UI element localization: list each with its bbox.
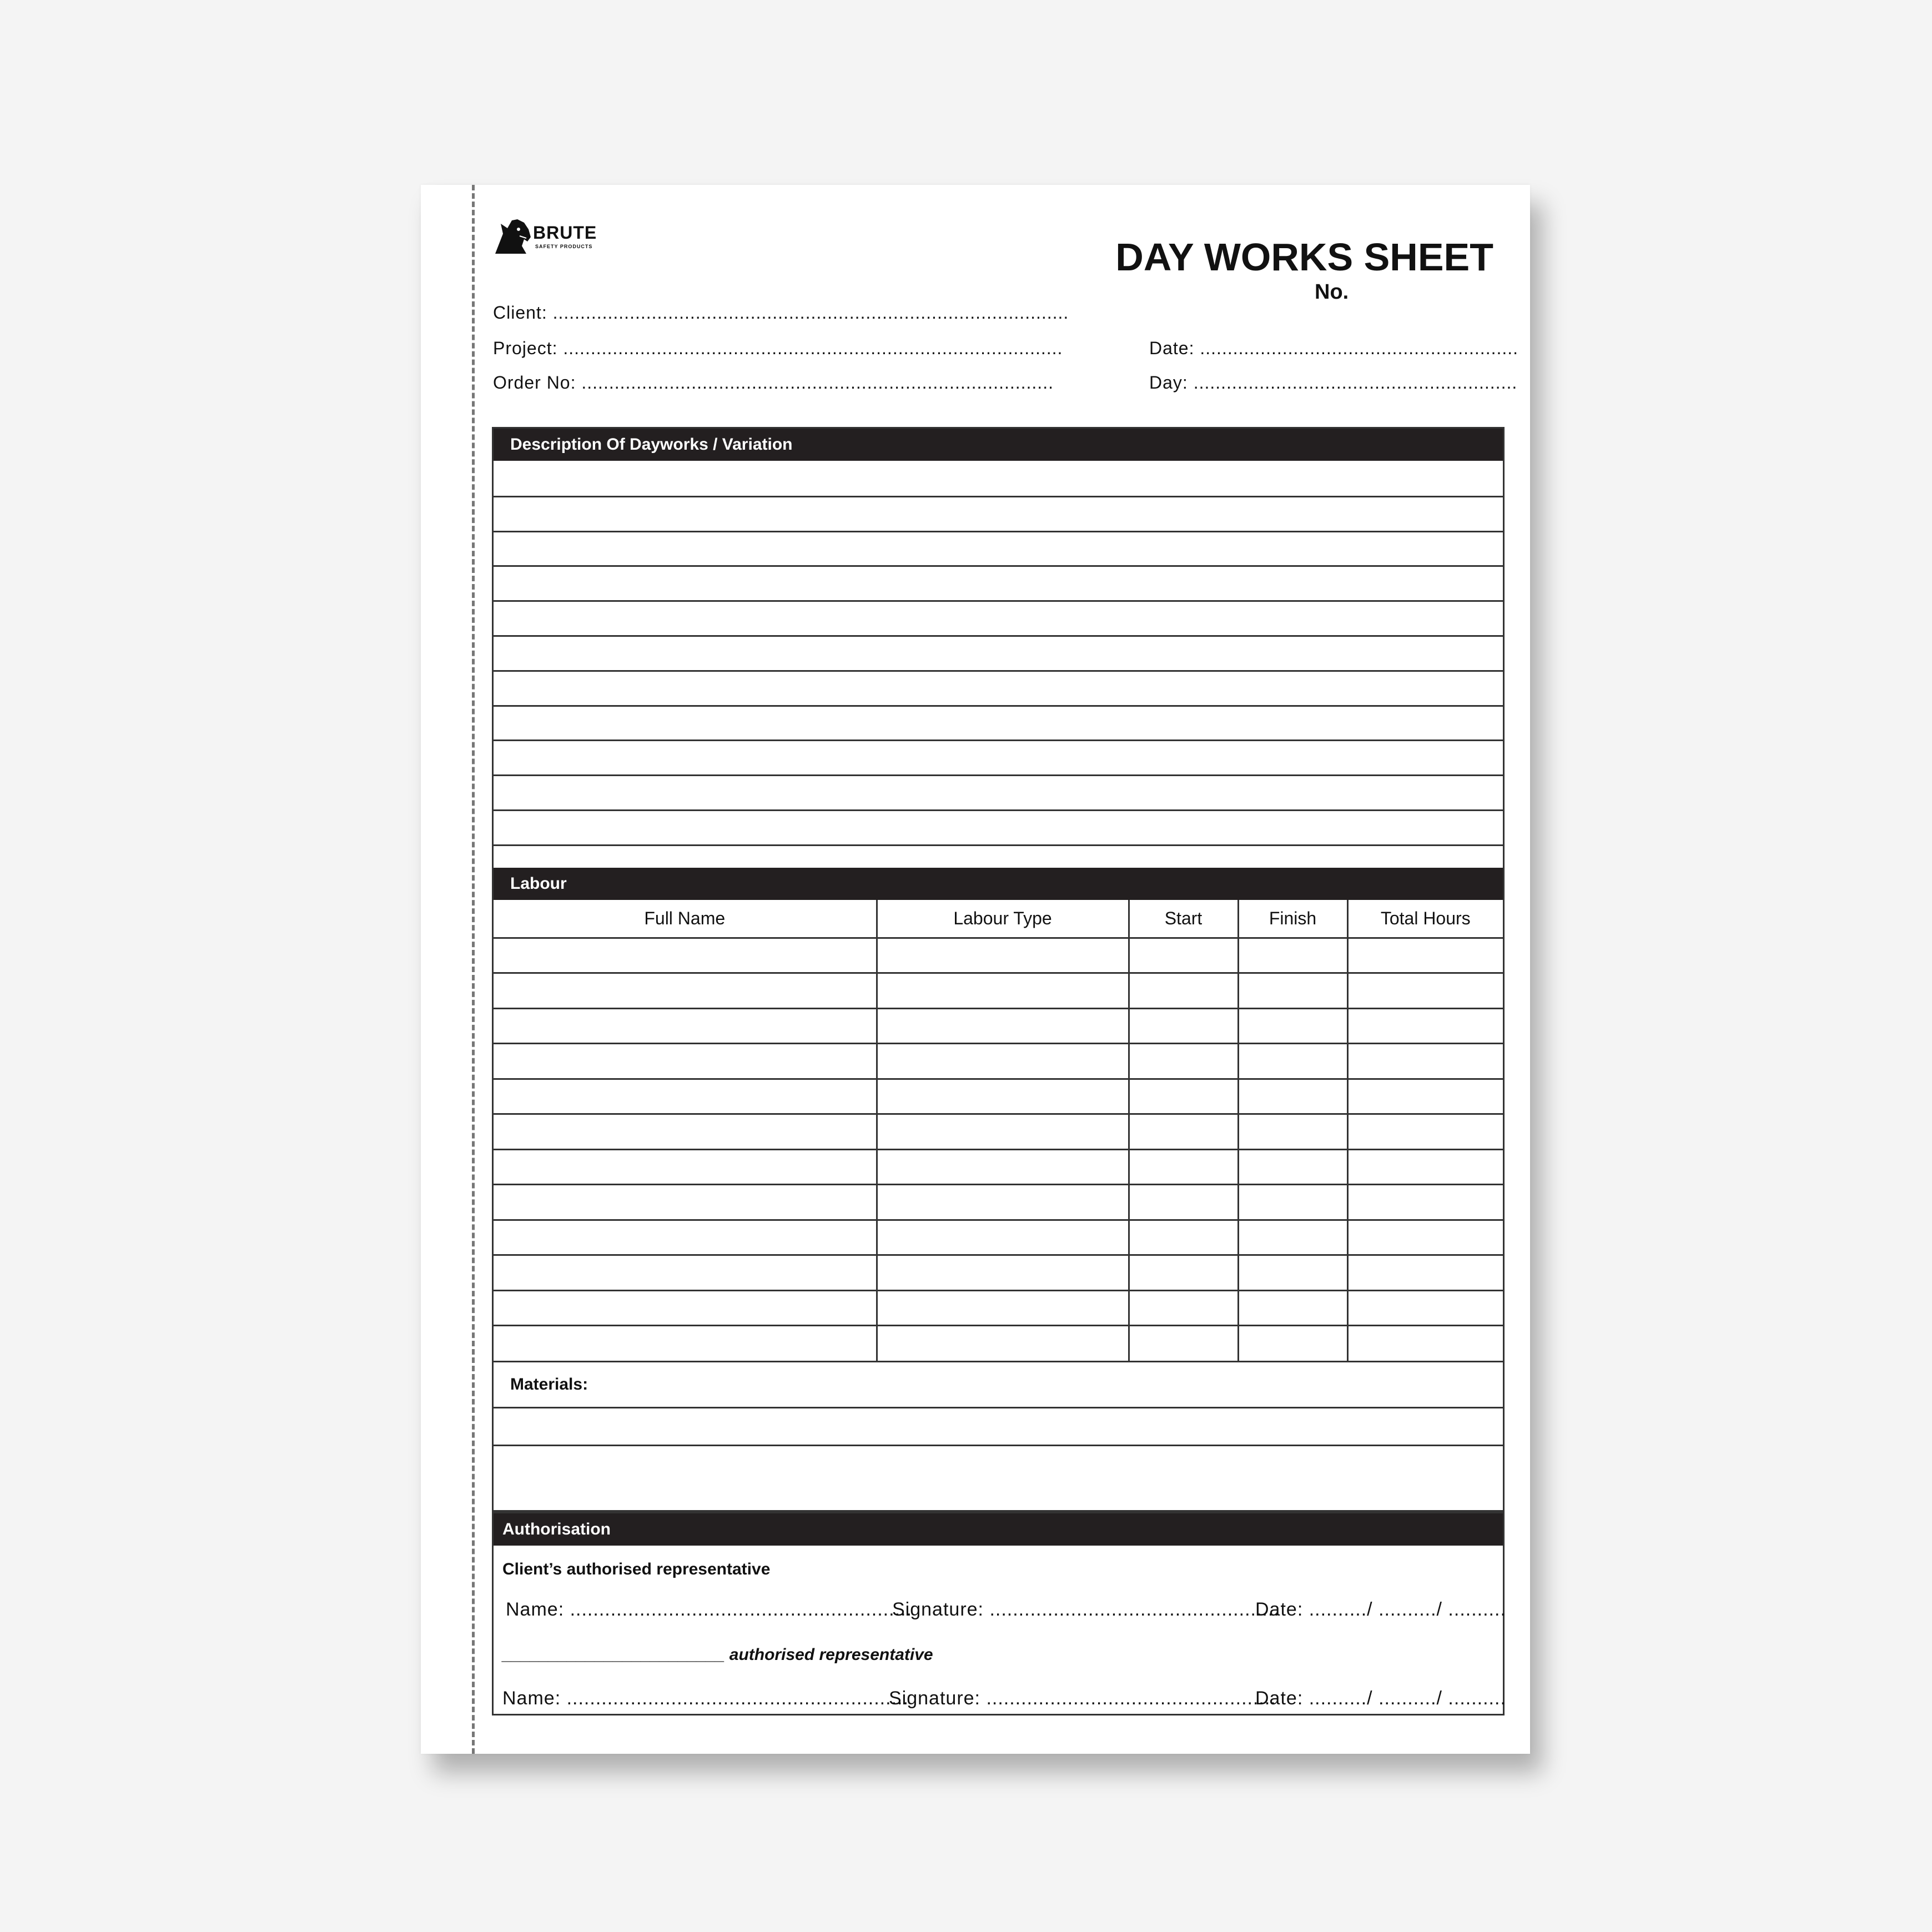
materials-label: Materials: (494, 1361, 1503, 1407)
labour-type-cell[interactable] (877, 1149, 1129, 1185)
description-line[interactable] (494, 565, 1503, 600)
full-name-cell[interactable] (494, 1255, 877, 1291)
total-hours-cell[interactable] (1347, 1220, 1503, 1255)
labour-row (494, 1220, 1503, 1255)
bull-head-icon (493, 217, 533, 255)
project-field[interactable]: Project: ........................................................................................... (493, 338, 1063, 358)
column-header-labour-type: Labour Type (877, 900, 1129, 938)
perforation-line (472, 185, 475, 1754)
other-rep-heading (502, 1646, 933, 1664)
labour-type-cell[interactable] (877, 1255, 1129, 1291)
description-line[interactable] (494, 531, 1503, 566)
total-hours-cell[interactable] (1347, 1290, 1503, 1326)
labour-rows (494, 938, 1503, 1361)
start-cell[interactable] (1129, 1114, 1238, 1150)
column-header-total-hours: Total Hours (1347, 900, 1503, 938)
start-cell[interactable] (1129, 1185, 1238, 1220)
full-name-cell[interactable] (494, 1326, 877, 1361)
description-line[interactable] (494, 635, 1503, 670)
brand-tagline: SAFETY PRODUCTS (535, 244, 593, 249)
labour-row (494, 1079, 1503, 1114)
start-cell[interactable] (1129, 1255, 1238, 1291)
other-rep-blank[interactable]: ________________________ (502, 1646, 725, 1664)
description-line[interactable] (494, 809, 1503, 844)
start-cell[interactable] (1129, 1149, 1238, 1185)
full-name-cell[interactable] (494, 1290, 877, 1326)
full-name-cell[interactable] (494, 1220, 877, 1255)
finish-cell[interactable] (1238, 1326, 1347, 1361)
finish-cell[interactable] (1238, 1114, 1347, 1150)
other-rep-date-field[interactable]: Date: ........../ ........../ .......... (1255, 1688, 1506, 1709)
date-field[interactable]: Date: .......................................................... (1149, 338, 1519, 358)
labour-header-row (494, 900, 1503, 938)
brand-name: BRUTE (533, 223, 597, 243)
total-hours-cell[interactable] (1347, 1149, 1503, 1185)
brand-logo (493, 217, 610, 261)
labour-row (494, 1185, 1503, 1220)
labour-row (494, 1008, 1503, 1044)
description-line[interactable] (494, 670, 1503, 705)
full-name-cell[interactable] (494, 973, 877, 1009)
labour-row (494, 1149, 1503, 1185)
finish-cell[interactable] (1238, 1044, 1347, 1079)
full-name-cell[interactable] (494, 1149, 877, 1185)
labour-type-cell[interactable] (877, 1044, 1129, 1079)
total-hours-cell[interactable] (1347, 973, 1503, 1009)
day-field[interactable]: Day: ........................................................... (1149, 373, 1518, 393)
finish-cell[interactable] (1238, 1290, 1347, 1326)
start-cell[interactable] (1129, 1290, 1238, 1326)
total-hours-cell[interactable] (1347, 1255, 1503, 1291)
labour-type-cell[interactable] (877, 1220, 1129, 1255)
labour-row (494, 1044, 1503, 1079)
total-hours-cell[interactable] (1347, 1008, 1503, 1044)
total-hours-cell[interactable] (1347, 938, 1503, 973)
day-works-sheet-page (421, 185, 1530, 1754)
labour-type-cell[interactable] (877, 1008, 1129, 1044)
start-cell[interactable] (1129, 973, 1238, 1009)
finish-cell[interactable] (1238, 1008, 1347, 1044)
other-rep-signature-field[interactable]: Signature: .................................................. (889, 1688, 1276, 1709)
total-hours-cell[interactable] (1347, 1326, 1503, 1361)
authorisation-section (492, 1512, 1505, 1715)
total-hours-cell[interactable] (1347, 1185, 1503, 1220)
labour-type-cell[interactable] (877, 1079, 1129, 1114)
start-cell[interactable] (1129, 1220, 1238, 1255)
other-rep-title: authorised representative (729, 1646, 933, 1664)
full-name-cell[interactable] (494, 1114, 877, 1150)
labour-type-cell[interactable] (877, 973, 1129, 1009)
description-line[interactable] (494, 600, 1503, 635)
full-name-cell[interactable] (494, 1185, 877, 1220)
column-header-start: Start (1129, 900, 1238, 938)
description-section (492, 427, 1505, 871)
start-cell[interactable] (1129, 1008, 1238, 1044)
description-line[interactable] (494, 461, 1503, 496)
labour-row (494, 1114, 1503, 1150)
finish-cell[interactable] (1238, 1220, 1347, 1255)
client-rep-signature-field[interactable]: Signature: .................................................. (892, 1599, 1280, 1620)
labour-heading: Labour (494, 868, 1503, 900)
description-heading: Description Of Dayworks / Variation (494, 429, 1503, 461)
start-cell[interactable] (1129, 1079, 1238, 1114)
total-hours-cell[interactable] (1347, 1044, 1503, 1079)
labour-row (494, 938, 1503, 973)
start-cell[interactable] (1129, 1044, 1238, 1079)
description-line[interactable] (494, 496, 1503, 531)
finish-cell[interactable] (1238, 973, 1347, 1009)
labour-type-cell[interactable] (877, 938, 1129, 973)
labour-type-cell[interactable] (877, 1290, 1129, 1326)
labour-table (494, 900, 1503, 1361)
finish-cell[interactable] (1238, 1149, 1347, 1185)
client-rep-date-field[interactable]: Date: ........../ ........../ .......... (1255, 1599, 1506, 1620)
full-name-cell[interactable] (494, 938, 877, 973)
labour-row (494, 1326, 1503, 1361)
start-cell[interactable] (1129, 938, 1238, 973)
client-field[interactable]: Client: .............................................................................................. (493, 303, 1069, 323)
start-cell[interactable] (1129, 1326, 1238, 1361)
materials-line[interactable] (494, 1445, 1503, 1482)
finish-cell[interactable] (1238, 1185, 1347, 1220)
labour-row (494, 1255, 1503, 1291)
labour-row (494, 973, 1503, 1009)
client-rep-name-field[interactable]: Name: ........................................................... (506, 1599, 912, 1620)
description-line[interactable] (494, 739, 1503, 774)
other-rep-name-field[interactable]: Name: ........................................................... (502, 1688, 909, 1709)
total-hours-cell[interactable] (1347, 1079, 1503, 1114)
labour-type-cell[interactable] (877, 1326, 1129, 1361)
authorisation-heading: Authorisation (494, 1513, 1503, 1546)
labour-row (494, 1290, 1503, 1326)
description-line[interactable] (494, 705, 1503, 740)
finish-cell[interactable] (1238, 1255, 1347, 1291)
full-name-cell[interactable] (494, 1079, 877, 1114)
sheet-number-label: No. (1315, 280, 1349, 304)
materials-line[interactable] (494, 1407, 1503, 1445)
column-header-finish: Finish (1238, 900, 1347, 938)
column-header-full-name: Full Name (494, 900, 877, 938)
client-rep-heading: Client’s authorised representative (502, 1560, 771, 1578)
finish-cell[interactable] (1238, 1079, 1347, 1114)
page-title: DAY WORKS SHEET (1115, 235, 1493, 279)
order-no-field[interactable]: Order No: ...................................................................................... (493, 373, 1054, 393)
total-hours-cell[interactable] (1347, 1114, 1503, 1150)
labour-section (492, 868, 1505, 1512)
full-name-cell[interactable] (494, 1044, 877, 1079)
description-line[interactable] (494, 774, 1503, 809)
full-name-cell[interactable] (494, 1008, 877, 1044)
description-lines (494, 461, 1503, 879)
labour-type-cell[interactable] (877, 1185, 1129, 1220)
labour-type-cell[interactable] (877, 1114, 1129, 1150)
finish-cell[interactable] (1238, 938, 1347, 973)
